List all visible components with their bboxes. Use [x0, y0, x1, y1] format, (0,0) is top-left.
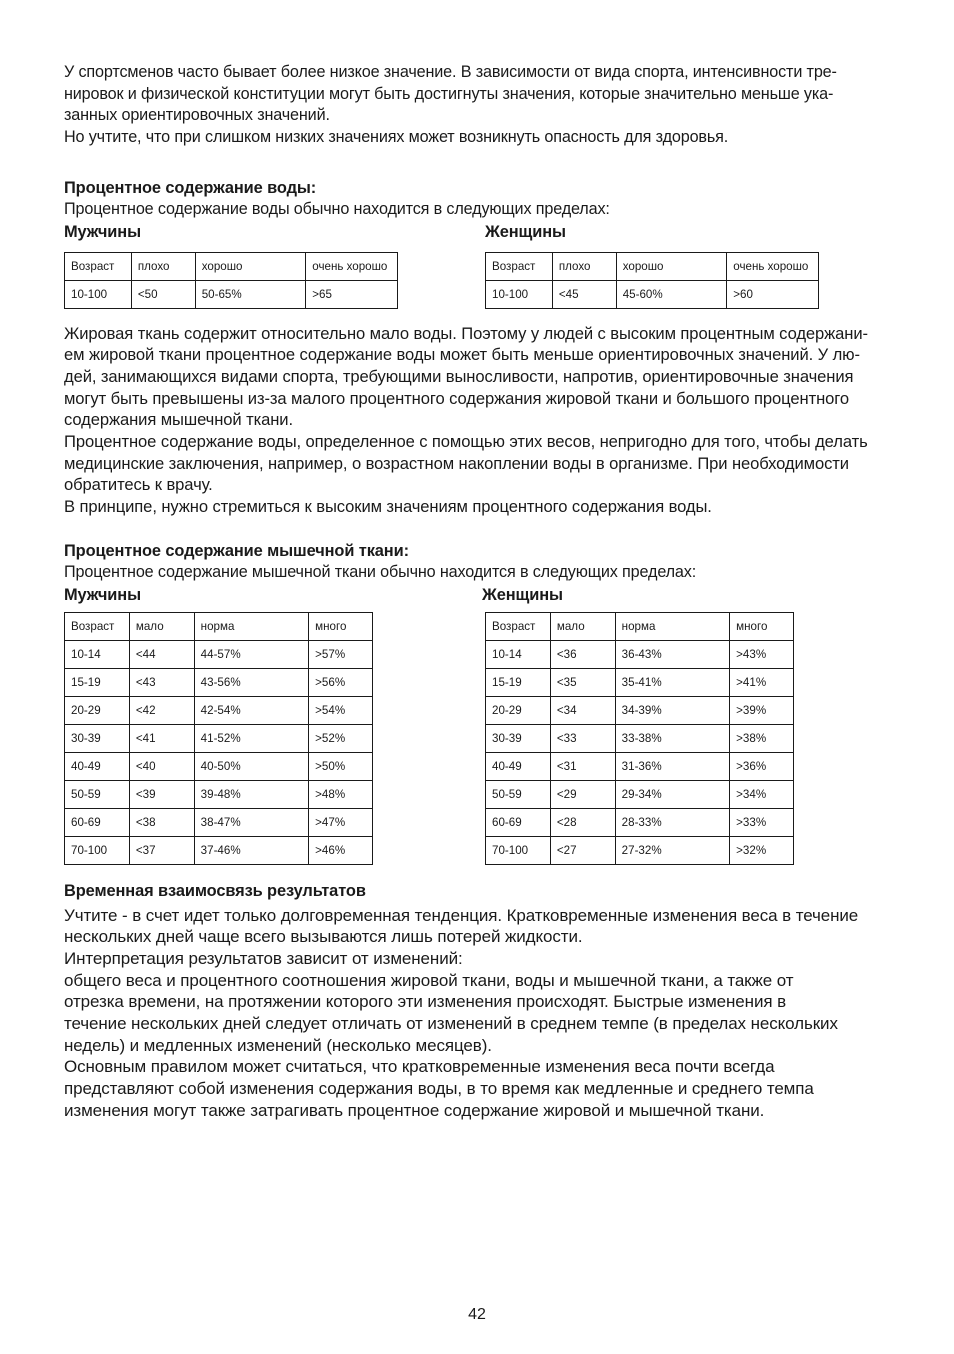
table-cell: >41%	[730, 668, 794, 696]
table-header-row	[65, 612, 373, 640]
table-cell: <39	[129, 780, 194, 808]
table-cell: Возраст	[486, 252, 553, 280]
table-cell: 10-100	[486, 280, 553, 308]
table-cell: <50	[131, 280, 195, 308]
table-cell: 15-19	[486, 668, 551, 696]
water-labels	[64, 221, 894, 243]
table-row	[65, 280, 398, 308]
text-line: могут быть превышены из-за малого процентного содержания жировой ткани и большого процентного	[64, 388, 850, 408]
page-content	[64, 62, 894, 1122]
table-cell: очень хорошо	[727, 252, 819, 280]
table-cell: 42-54%	[194, 696, 308, 724]
water-intro: Процентное содержание воды обычно находится в следующих пределах:	[64, 199, 610, 218]
muscle-intro: Процентное содержание мышечной ткани обычно находится в следующих пределах:	[64, 562, 697, 581]
text-line: нировок и физической конституции могут быть достигнуты значения, которые значительно меньше ука-	[64, 84, 834, 103]
table-cell: 38-47%	[194, 808, 308, 836]
table-cell: 36-43%	[615, 640, 729, 668]
table-cell: много	[309, 612, 373, 640]
text-line: нескольких дней чаще всего вызываются лишь потерей жидкости.	[64, 927, 583, 947]
table-cell: 44-57%	[194, 640, 308, 668]
table-cell: <37	[129, 836, 194, 864]
text-line: медицинские заключения, например, о возрастном накоплении воды в организме. При необходимости	[64, 453, 849, 473]
table-cell: >46%	[309, 836, 373, 864]
table-row	[65, 724, 373, 752]
table-cell: 35-41%	[615, 668, 729, 696]
table-cell: 31-36%	[615, 752, 729, 780]
table-cell: <34	[550, 696, 615, 724]
table-cell: мало	[129, 612, 194, 640]
table-cell: >43%	[730, 640, 794, 668]
table-cell: норма	[194, 612, 308, 640]
table-cell: 45-60%	[616, 280, 727, 308]
table-cell: 15-19	[65, 668, 130, 696]
table-cell: 50-59	[486, 780, 551, 808]
muscle-heading: Процентное содержание мышечной ткани:	[64, 541, 409, 560]
table-cell: плохо	[131, 252, 195, 280]
table-cell: <33	[550, 724, 615, 752]
muscle-women-table	[485, 612, 794, 865]
table-cell: >65	[306, 280, 398, 308]
table-cell: 70-100	[65, 836, 130, 864]
table-cell: 40-49	[65, 752, 130, 780]
table-cell: плохо	[552, 252, 616, 280]
text-line: недель) и медленных изменений (несколько месяцев).	[64, 1035, 492, 1055]
table-cell: >34%	[730, 780, 794, 808]
table-row	[486, 668, 794, 696]
table-cell: <36	[550, 640, 615, 668]
table-cell: 43-56%	[194, 668, 308, 696]
table-row	[486, 640, 794, 668]
table-cell: <40	[129, 752, 194, 780]
text-line: содержания мышечной ткани.	[64, 410, 293, 430]
table-row	[486, 724, 794, 752]
table-row	[65, 752, 373, 780]
text-line: течение нескольких дней следует отличать от изменений в среднем темпе (в пределах нескольких	[64, 1014, 838, 1034]
muscle-tables	[64, 612, 894, 865]
table-cell: 10-14	[65, 640, 130, 668]
table-cell: <27	[550, 836, 615, 864]
table-row	[65, 780, 373, 808]
text-line: отрезка времени, на протяжении которого эти изменения происходят. Быстрые изменения в	[64, 992, 787, 1012]
table-row	[486, 836, 794, 864]
table-row	[486, 280, 819, 308]
table-cell: <44	[129, 640, 194, 668]
water-men-table	[64, 252, 398, 309]
intro-paragraph	[64, 62, 894, 149]
table-cell: мало	[550, 612, 615, 640]
table-cell: >33%	[730, 808, 794, 836]
text-line: Интерпретация результатов зависит от изменений:	[64, 948, 463, 968]
text-line: Процентное содержание воды, определенное с помощью этих весов, непригодно для того, чтобы делать	[64, 432, 868, 452]
table-cell: 28-33%	[615, 808, 729, 836]
table-cell: >36%	[730, 752, 794, 780]
table-cell: <35	[550, 668, 615, 696]
table-cell: много	[730, 612, 794, 640]
text-line: У спортсменов часто бывает более низкое значение. В зависимости от вида спорта, интенсивности тре-	[64, 63, 837, 81]
table-cell: 10-14	[486, 640, 551, 668]
table-cell: 50-59	[65, 780, 130, 808]
table-cell: >47%	[309, 808, 373, 836]
text-line: общего веса и процентного соотношения жировой ткани, воды и мышечной ткани, а также от	[64, 970, 794, 990]
text-line: изменения могут также затрагивать процентное содержание жировой и мышечной ткани.	[64, 1100, 765, 1120]
table-cell: <41	[129, 724, 194, 752]
table-row	[65, 668, 373, 696]
table-cell: 40-49	[486, 752, 551, 780]
table-cell: 33-38%	[615, 724, 729, 752]
table-cell: >48%	[309, 780, 373, 808]
table-cell: <42	[129, 696, 194, 724]
text-line: Учтите - в счет идет только долговременная тенденция. Кратковременные изменения веса в течение	[64, 905, 859, 925]
table-cell: 30-39	[65, 724, 130, 752]
table-cell: <31	[550, 752, 615, 780]
table-header-row	[486, 612, 794, 640]
text-line: представляют собой изменения содержания воды, в то время как медленные и среднего темпа	[64, 1079, 814, 1099]
table-cell: 27-32%	[615, 836, 729, 864]
table-cell: 41-52%	[194, 724, 308, 752]
table-cell: хорошо	[616, 252, 727, 280]
table-row	[65, 836, 373, 864]
text-line: Жировая ткань содержит относительно мало воды. Поэтому у людей с высоким процентным содержани-	[64, 323, 868, 343]
text-line: Но учтите, что при слишком низких значениях может возникнуть опасность для здоровья.	[64, 128, 729, 147]
text-line: дей, занимающихся видами спорта, требующими выносливости, напротив, ориентировочные значения	[64, 366, 854, 386]
water-men-label: Мужчины	[64, 222, 141, 241]
table-cell: >52%	[309, 724, 373, 752]
water-tables	[64, 252, 894, 309]
table-row	[65, 640, 373, 668]
table-cell: <29	[550, 780, 615, 808]
table-cell: >54%	[309, 696, 373, 724]
water-women-label: Женщины	[485, 222, 566, 241]
table-row	[65, 696, 373, 724]
water-heading: Процентное содержание воды:	[64, 178, 317, 197]
table-row	[486, 696, 794, 724]
table-cell: хорошо	[195, 252, 306, 280]
table-cell: >60	[727, 280, 819, 308]
time-body	[64, 905, 894, 1122]
text-line: обратитесь к врачу.	[64, 475, 213, 495]
table-cell: очень хорошо	[306, 252, 398, 280]
table-cell: 20-29	[486, 696, 551, 724]
muscle-men-table	[64, 612, 373, 865]
text-line: В принципе, нужно стремиться к высоким значениям процентного содержания воды.	[64, 497, 712, 517]
table-cell: 30-39	[486, 724, 551, 752]
table-cell: <45	[552, 280, 616, 308]
table-cell: <28	[550, 808, 615, 836]
table-cell: <43	[129, 668, 194, 696]
table-cell: норма	[615, 612, 729, 640]
table-cell: >50%	[309, 752, 373, 780]
table-cell: 10-100	[65, 280, 132, 308]
table-row	[486, 780, 794, 808]
table-header-row	[65, 252, 398, 280]
table-cell: >38%	[730, 724, 794, 752]
table-header-row	[486, 252, 819, 280]
table-cell: >32%	[730, 836, 794, 864]
table-cell: 60-69	[65, 808, 130, 836]
table-row	[486, 752, 794, 780]
text-line: занных ориентировочных значений.	[64, 106, 330, 125]
muscle-women-label: Женщины	[482, 585, 563, 604]
table-cell: 29-34%	[615, 780, 729, 808]
table-cell: >57%	[309, 640, 373, 668]
table-cell: >56%	[309, 668, 373, 696]
table-cell: 70-100	[486, 836, 551, 864]
table-cell: Возраст	[486, 612, 551, 640]
table-cell: >39%	[730, 696, 794, 724]
table-cell: Возраст	[65, 252, 132, 280]
table-cell: 37-46%	[194, 836, 308, 864]
page-number: 42	[468, 1306, 486, 1323]
table-cell: 20-29	[65, 696, 130, 724]
table-cell: <38	[129, 808, 194, 836]
water-women-table	[485, 252, 819, 309]
water-body	[64, 323, 894, 518]
table-cell: 39-48%	[194, 780, 308, 808]
table-cell: 40-50%	[194, 752, 308, 780]
table-cell: Возраст	[65, 612, 130, 640]
table-cell: 34-39%	[615, 696, 729, 724]
table-cell: 60-69	[486, 808, 551, 836]
table-cell: 50-65%	[195, 280, 306, 308]
time-heading: Временная взаимосвязь результатов	[64, 881, 366, 900]
text-line: ем жировой ткани процентное содержание воды может быть меньше ориентировочных значений. У лю-	[64, 345, 860, 365]
table-row	[486, 808, 794, 836]
muscle-labels	[64, 584, 894, 606]
text-line: Основным правилом может считаться, что кратковременные изменения веса почти всегда	[64, 1057, 775, 1077]
muscle-men-label: Мужчины	[64, 585, 141, 604]
table-row	[65, 808, 373, 836]
